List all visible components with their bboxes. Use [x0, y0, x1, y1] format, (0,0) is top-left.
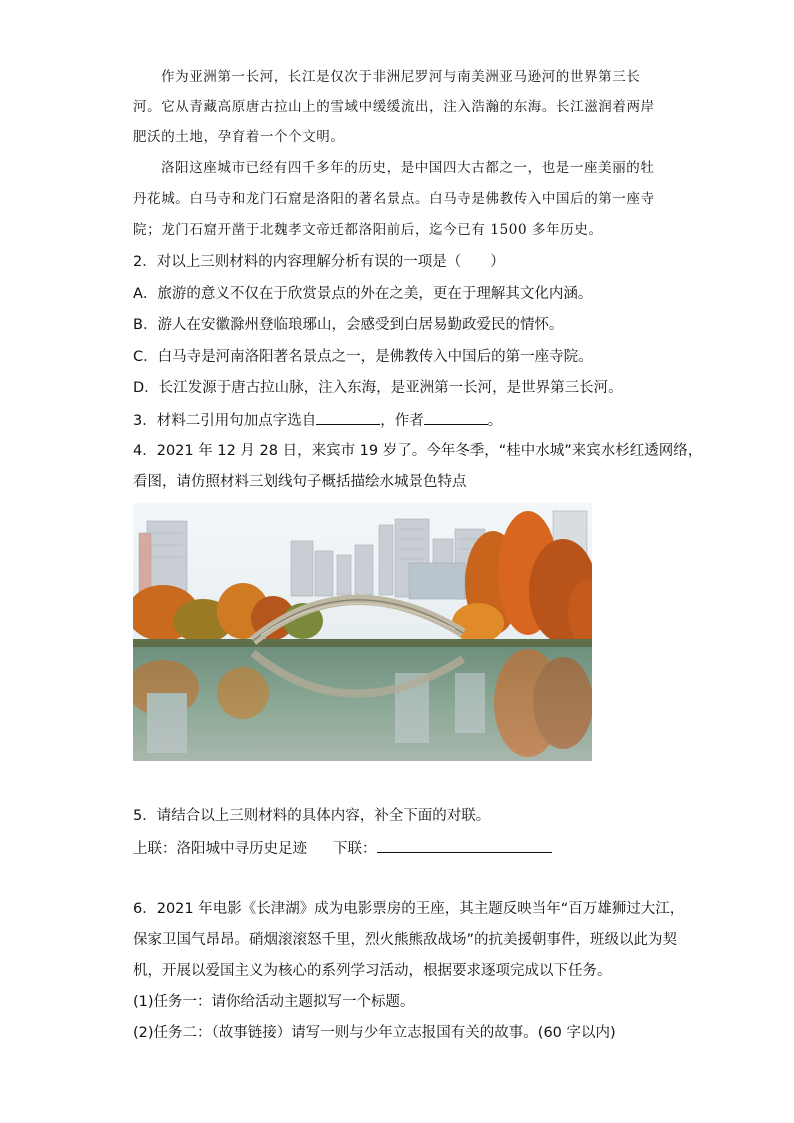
q4-line2: 看图，请仿照材料三划线句子概括描绘水城景色特点 — [133, 474, 467, 490]
q5-lower-label: 下联： — [333, 841, 377, 857]
material3-p1-line3: 肥沃的土地，孕育着一个个文明。 — [133, 129, 345, 145]
q2-option-a: A．旅游的意义不仅在于欣赏景点的外在之美，更在于理解其文化内涵。 — [133, 286, 593, 302]
material3-p2-line2: 丹花城。白马寺和龙门石窟是洛阳的著名景点。白马寺是佛教传入中国后的第一座寺 — [133, 191, 655, 207]
water-city-photo — [133, 503, 592, 761]
q6-task1: (1)任务一：请你给活动主题拟写一个标题。 — [133, 994, 415, 1010]
material3-p2-line1: 洛阳这座城市已经有四千多年的历史，是中国四大古都之一，也是一座美丽的牡 — [161, 160, 655, 176]
q3-line — [133, 410, 663, 431]
q3-blank-author[interactable] — [424, 410, 488, 425]
q3-part2: ，作者 — [380, 413, 424, 429]
q2-option-d: D．长江发源于唐古拉山脉，注入东海，是亚洲第一长河，是世界第三长河。 — [133, 380, 623, 396]
q6-task2: (2)任务二：（故事链接）请写一则与少年立志报国有关的故事。(60 字以内) — [133, 1025, 616, 1041]
q4-line1: 4．2021 年 12 月 28 日，来宾市 19 岁了。今年冬季，“桂中水城”来宾水杉红透网络， — [133, 443, 703, 459]
q6-line3: 机，开展以爱国主义为核心的系列学习活动，根据要求逐项完成以下任务。 — [133, 963, 612, 979]
q5-couplet — [133, 838, 663, 859]
material3-p1-line2: 河。它从青藏高原唐古拉山上的雪域中缓缓流出，注入浩瀚的东海。长江滋润着两岸 — [133, 99, 655, 115]
q5-upper-couplet: 上联：洛阳城中寻历史足迹 — [133, 841, 307, 857]
q5-stem: 5．请结合以上三则材料的具体内容，补全下面的对联。 — [133, 808, 491, 824]
q3-part3: 。 — [487, 413, 503, 429]
q2-option-c: C．白马寺是河南洛阳著名景点之一，是佛教传入中国后的第一座寺院。 — [133, 349, 593, 365]
q3-blank-source[interactable] — [316, 410, 380, 425]
material3-p1-line1: 作为亚洲第一长河，长江是仅次于非洲尼罗河与南美洲亚马逊河的世界第三长 — [161, 69, 641, 85]
q3-part1: 3．材料二引用句加点字选自 — [133, 413, 317, 429]
q6-line1: 6．2021 年电影《长津湖》成为电影票房的王座，其主题反映当年“百万雄狮过大江， — [133, 901, 685, 917]
q6-line2: 保家卫国气昂昂。硝烟滚滚怒千里，烈火熊熊敌战场”的抗美援朝事件，班级以此为契 — [133, 932, 678, 948]
q5-lower-blank[interactable] — [377, 838, 552, 853]
q2-stem: 2．对以上三则材料的内容理解分析有误的一项是（ ） — [133, 254, 505, 270]
material3-p2-line3: 院；龙门石窟开凿于北魏孝文帝迁都洛阳前后，迄今已有 1500 多年历史。 — [133, 222, 603, 238]
q2-option-b: B．游人在安徽滁州登临琅琊山，会感受到白居易勤政爱民的情怀。 — [133, 317, 564, 333]
